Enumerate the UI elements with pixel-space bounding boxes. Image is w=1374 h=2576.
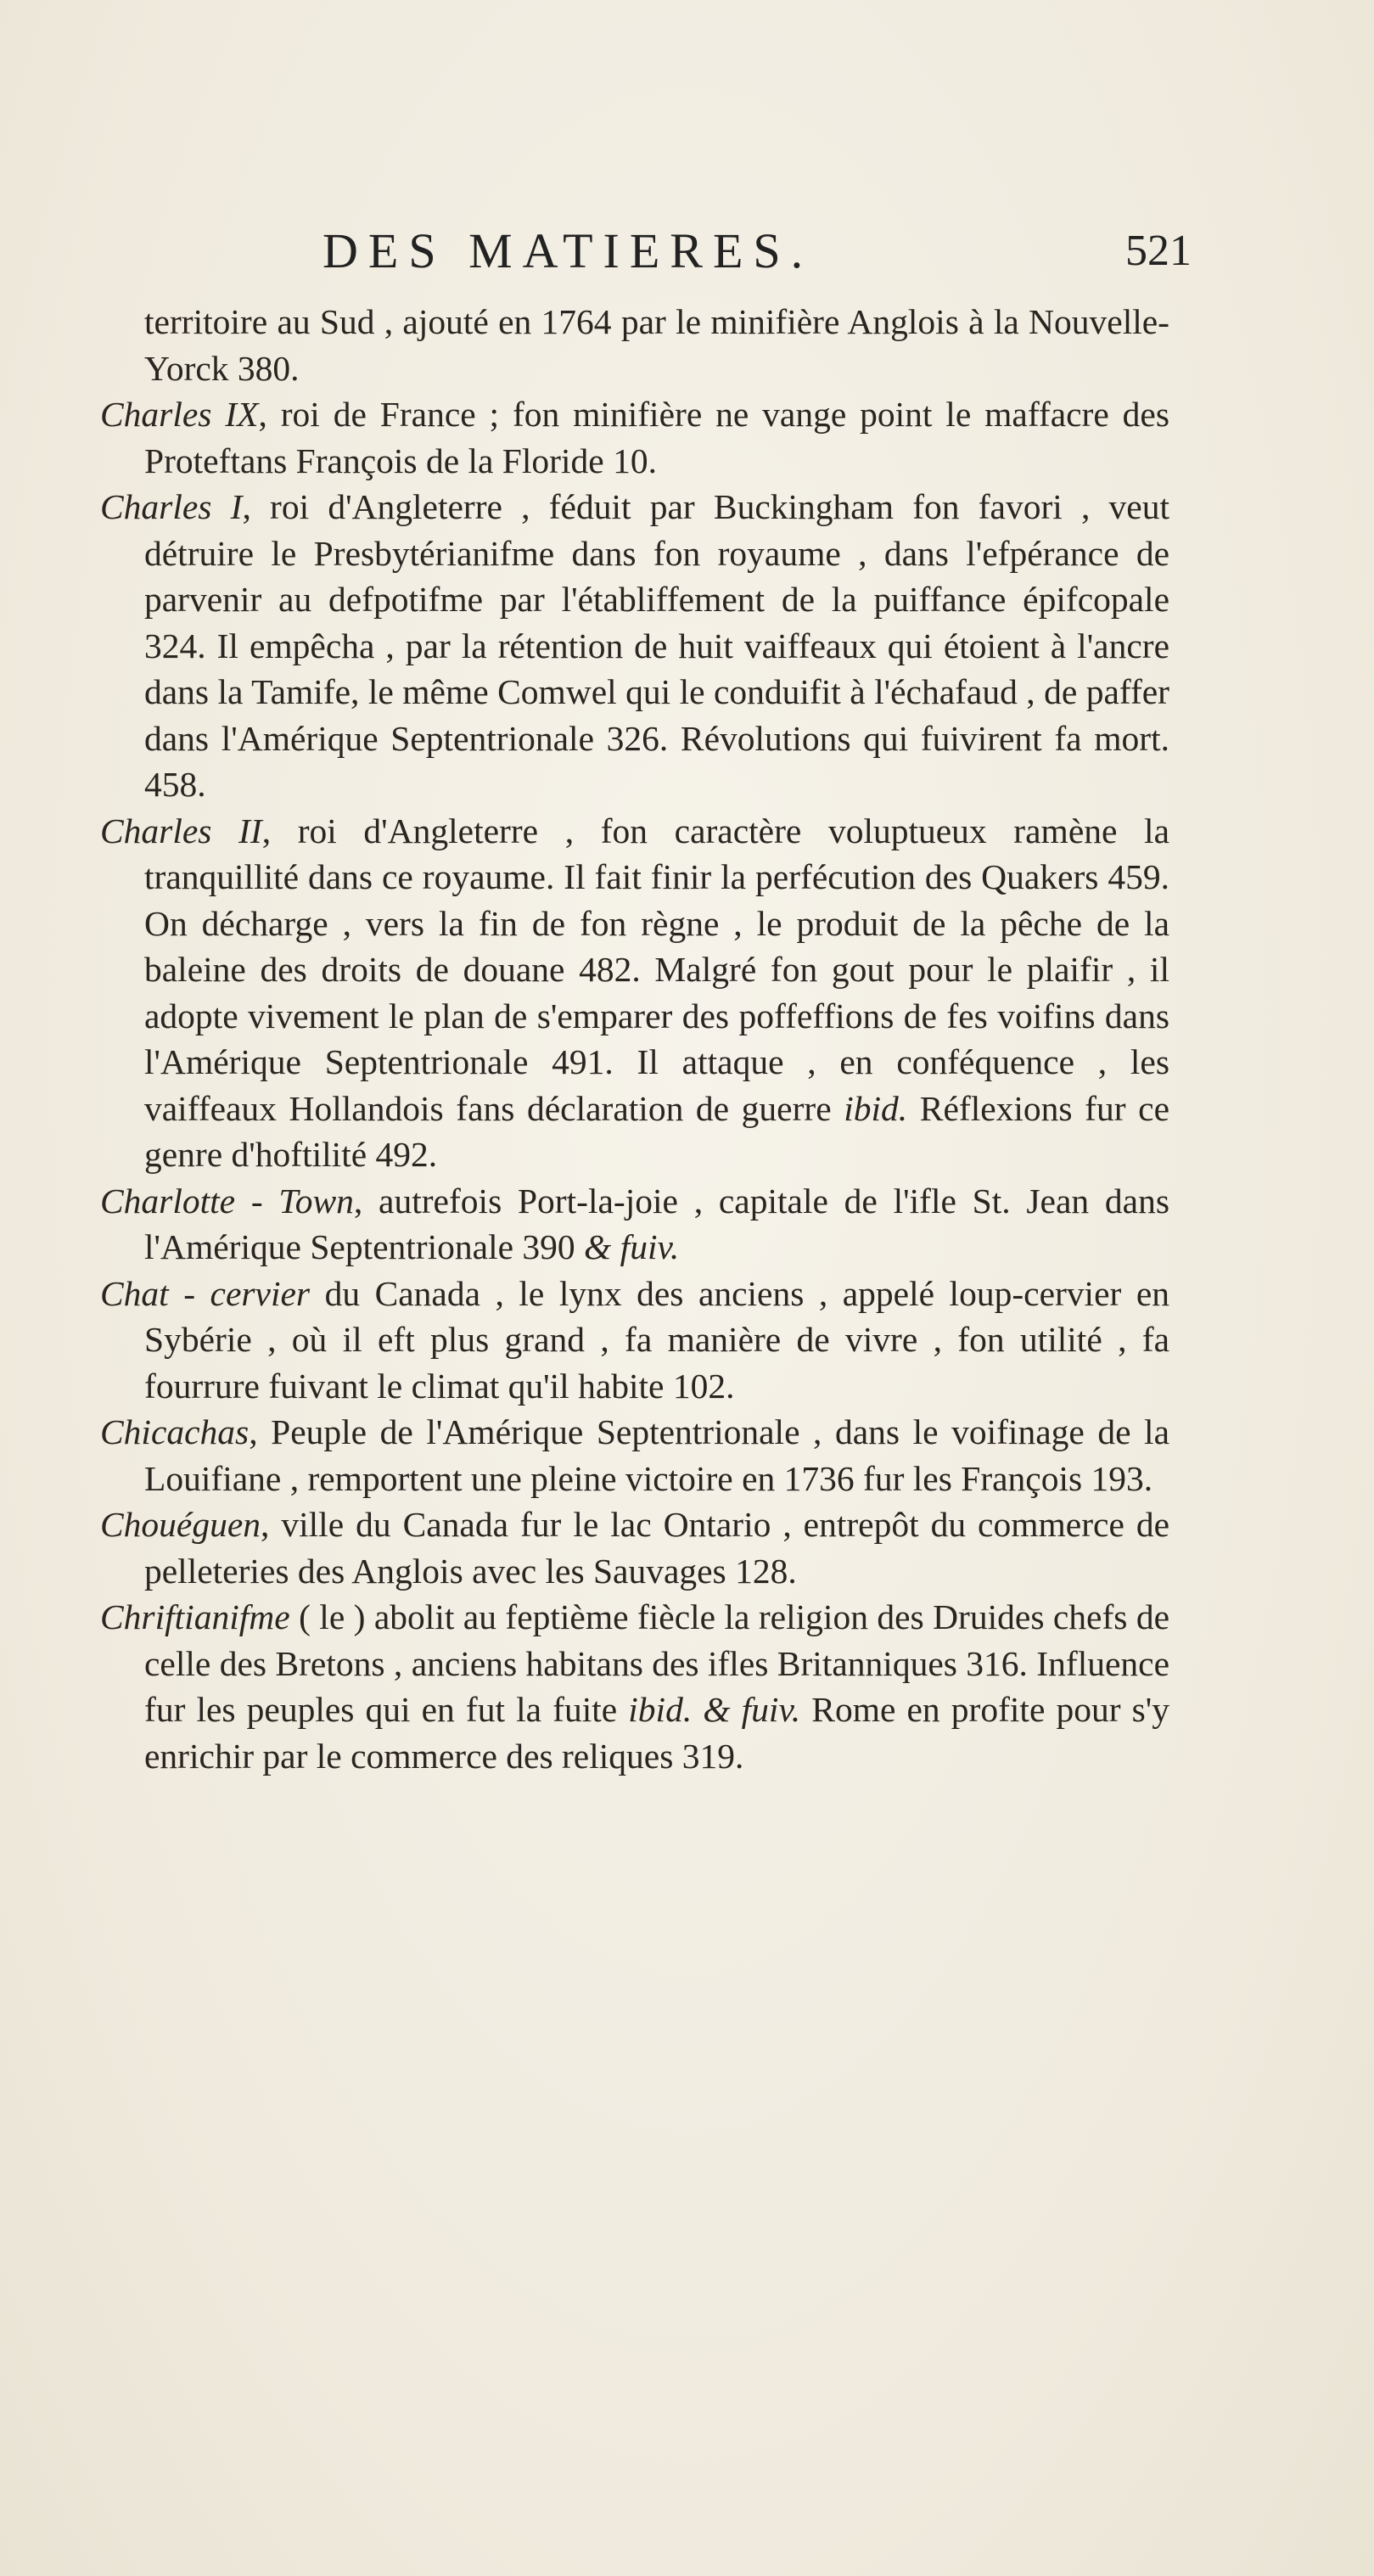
index-entry — [100, 1594, 1169, 1779]
entry-reference: & fuiv. — [584, 1227, 680, 1266]
index-entry — [100, 299, 1169, 391]
entry-heading: Charles I — [100, 487, 243, 526]
entry-text: territoire au Sud , ajouté en 1764 par le minifière Anglois à la Nouvelle-Yorck 380. — [144, 302, 1169, 388]
entry-text: , autrefois Port-la-joie , capitale de l'ifle St. Jean dans l'Amérique Septentrionale 390 — [144, 1181, 1169, 1266]
entry-heading: Chouéguen — [100, 1505, 261, 1544]
entry-heading: Chat - cervier — [100, 1273, 311, 1313]
entry-heading: Charlotte - Town — [100, 1181, 354, 1221]
index-entry — [100, 391, 1169, 484]
index-list — [100, 299, 1169, 1779]
entry-text: , Peuple de l'Amérique Septentrionale , dans le voifinage de la Louifiane , remportent une pleine victoire en 1736 fur les François 193. — [144, 1412, 1169, 1498]
entry-text: du Canada , le lynx des anciens , appelé loup-cervier en Sybérie , où il eft plus grand , fa manière de vivre , fon utilité , fa fourrure fuivant le climat qu'il habite 102. — [144, 1273, 1170, 1406]
entry-text: ( le ) abolit au feptième fiècle la religion des Druides chefs de celle des Bretons , anciens habitans des ifles Britanniques 316. Influence fur les peuples qui en fut la fuite — [144, 1597, 1170, 1729]
entry-heading: Chicachas — [100, 1412, 250, 1451]
entry-heading: Charles IX — [100, 395, 259, 434]
page-number: 521 — [1125, 227, 1192, 275]
entry-text-continued: Réflexions fur ce genre d'hoftilité 492. — [144, 1088, 1169, 1174]
entry-reference: ibid. & fuiv. — [628, 1690, 801, 1729]
entry-text: , roi d'Angleterre , féduit par Buckingham fon favori , veut détruire le Presbytérianifme dans fon royaume , dans l'efpérance de parvenir au defpotifme par l'établiffement de la puiffance épifcopale 324. Il empêcha , par la rétention de huit vaiffeaux qui étoient à l'ancre dans la Tamife, le même Comwel qui le conduifit à l'échafaud , de paffer dans l'Amérique Septentrionale 326. Révolutions qui fuivirent fa mort. 458. — [144, 487, 1170, 804]
index-entry — [100, 1271, 1169, 1410]
running-header — [322, 222, 1192, 290]
entry-text: , roi de France ; fon minifière ne vange point le maffacre des Proteftans François de la Floride 10. — [144, 395, 1169, 480]
entry-text-continued: Rome en profite pour s'y enrichir par le commerce des reliques 319. — [144, 1690, 1169, 1776]
index-entry — [100, 484, 1169, 808]
index-entry — [100, 808, 1169, 1178]
entry-reference: ibid. — [844, 1088, 908, 1128]
entry-heading: Chriftianifme — [100, 1597, 290, 1636]
index-entry — [100, 1409, 1169, 1501]
header-title: DES MATIERES. — [322, 223, 814, 278]
entry-text: , roi d'Angleterre , fon caractère voluptueux ramène la tranquillité dans ce royaume. Il fait finir la perfécution des Quakers 459. On décharge , vers la fin de fon règne , le produit de la pêche de la baleine des droits de douane 482. Malgré fon gout pour le plaifir , il adopte vivement le plan de s'emparer des poffeffions de fes voifins dans l'Amérique Septentrionale 491. Il attaque , en conféquence , les vaiffeaux Hollandois fans déclaration de guerre — [144, 811, 1169, 1128]
index-entry — [100, 1501, 1169, 1594]
index-entry — [100, 1178, 1169, 1271]
entry-text: , ville du Canada fur le lac Ontario , entrepôt du commerce de pelleteries des Anglois avec les Sauvages 128. — [144, 1505, 1169, 1591]
entry-heading: Charles II — [100, 811, 262, 850]
